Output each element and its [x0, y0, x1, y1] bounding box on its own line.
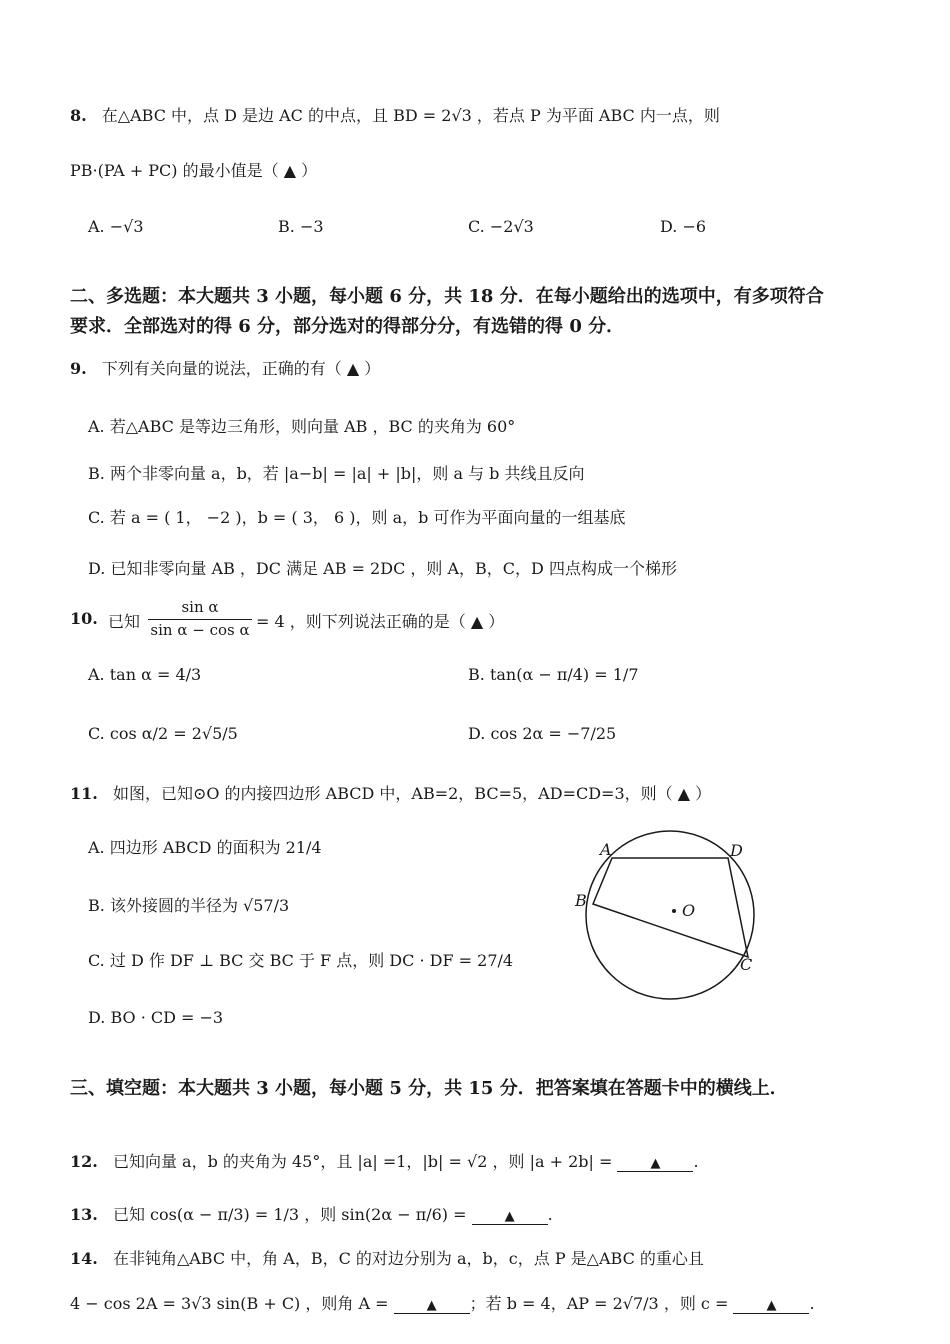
q13-line: 13. 已知 cos(α − π/3) = 1/3 ，则 sin(2α − π/6) = ▲ . [70, 1205, 553, 1224]
q9-stem-line [70, 356, 380, 379]
label-d: D [730, 841, 743, 860]
q9-option-c[interactable]: C. 若 a = ( 1， −2 )，b = ( 3， 6 )，则 a，b 可作为平面向量的一组基底 [88, 508, 626, 527]
q10-stem-suffix: = 4 ，则下列说法正确的是（ ▲ ） [256, 612, 505, 631]
q14-line1 [70, 1246, 704, 1269]
q14-stem-part1: 4 − cos 2A = 3√3 sin(B + C) ，则角 A = [70, 1294, 389, 1313]
q14-number: 14. [70, 1249, 98, 1268]
q8-number: 8. [70, 106, 87, 125]
q14-line2: 4 − cos 2A = 3√3 sin(B + C) ，则角 A = ▲ ；若 b = 4，AP = 2√7/3 ，则 c = ▲ . [70, 1294, 815, 1313]
q13-answer-blank[interactable]: ▲ [472, 1205, 548, 1225]
q8-line2: PB·(PA + PC) 的最小值是（ ▲ ） [70, 161, 318, 180]
label-c: C [740, 955, 753, 974]
q12-stem: 已知向量 a，b 的夹角为 45°，且 |a| =1，|b| = √2 ，则 |a + 2b| = [112, 1152, 613, 1171]
q11-option-b[interactable]: B. 该外接圆的半径为 √57/3 [88, 896, 290, 915]
q11-option-a[interactable]: A. 四边形 ABCD 的面积为 21/4 [88, 838, 322, 857]
q11-circle-figure [570, 825, 770, 1005]
q10-fraction-numerator: sin α [181, 598, 219, 616]
q8-option-c[interactable]: C. −2√3 [468, 217, 534, 236]
q10-option-d[interactable]: D. cos 2α = −7/25 [468, 724, 617, 743]
q11-stem: 如图，已知⊙O 的内接四边形 ABCD 中，AB=2，BC=5，AD=CD=3，则（ ▲ ） [112, 784, 712, 803]
q9-number: 9. [70, 359, 87, 378]
q11-stem-line [70, 781, 711, 804]
q8-stem-line1: 在△ABC 中，点 D 是边 AC 的中点，且 BD = 2√3 ，若点 P 为平面 ABC 内一点，则 [101, 106, 720, 125]
q9-option-d[interactable]: D. 已知非零向量 AB ，DC 满足 AB = 2DC ，则 A，B，C，D 四点构成一个梯形 [88, 559, 677, 578]
q14-answer-blank-angle[interactable]: ▲ [394, 1294, 470, 1314]
label-o: O [682, 901, 696, 920]
q9-option-a[interactable]: A. 若△ABC 是等边三角形，则向量 AB ，BC 的夹角为 60° [88, 417, 516, 436]
q8-option-d[interactable]: D. −6 [660, 217, 707, 236]
label-a: A [600, 840, 612, 859]
q10-number: 10. [70, 609, 98, 628]
q10-option-c[interactable]: C. cos α/2 = 2√5/5 [88, 724, 238, 743]
q14-stem-line1: 在非钝角△ABC 中，角 A，B，C 的对边分别为 a，b，c，点 P 是△ABC 的重心且 [112, 1249, 704, 1268]
q8-option-a[interactable]: A. −√3 [88, 217, 144, 236]
q11-number: 11. [70, 784, 98, 803]
q10-option-b[interactable]: B. tan(α − π/4) = 1/7 [468, 665, 639, 684]
q12-answer-blank[interactable]: ▲ [617, 1152, 693, 1172]
q14-answer-blank-side[interactable]: ▲ [733, 1294, 809, 1314]
q8-line1 [70, 103, 720, 126]
q10-fraction-bar [148, 619, 252, 620]
q14-stem-part2: ；若 b = 4，AP = 2√7/3 ，则 c = [469, 1294, 729, 1313]
section3-title: 三、填空题：本大题共 3 小题，每小题 5 分，共 15 分．把答案填在答题卡中的横线上． [70, 1078, 788, 1099]
quadrilateral-abcd [593, 858, 748, 957]
center-point [672, 909, 676, 913]
q13-stem: 已知 cos(α − π/3) = 1/3 ，则 sin(2α − π/6) = [112, 1205, 467, 1224]
label-b: B [575, 891, 587, 910]
q10-fraction-denominator: sin α − cos α [150, 621, 250, 639]
q12-number: 12. [70, 1152, 98, 1171]
q10-option-a[interactable]: A. tan α = 4/3 [88, 665, 202, 684]
q12-line: 12. 已知向量 a，b 的夹角为 45°，且 |a| =1，|b| = √2 ，则 |a + 2b| = ▲ . [70, 1152, 699, 1171]
q9-option-b[interactable]: B. 两个非零向量 a，b，若 |a−b| = |a| + |b|，则 a 与 b 共线且反向 [88, 464, 585, 483]
q8-option-b[interactable]: B. −3 [278, 217, 324, 236]
q13-number: 13. [70, 1205, 98, 1224]
section2-title: 二、多选题：本大题共 3 小题，每小题 6 分，共 18 分．在每小题给出的选项中，有多项符合要求．全部选对的得 6 分，部分选对的得部分分，有选错的得 0 分． [70, 286, 824, 337]
q10-stem-prefix: 已知 [108, 612, 141, 631]
q9-stem: 下列有关向量的说法，正确的有（ ▲ ） [101, 359, 381, 378]
q11-option-c[interactable]: C. 过 D 作 DF ⊥ BC 交 BC 于 F 点，则 DC · DF = 27/4 [88, 951, 514, 970]
q11-option-d[interactable]: D. BO · CD = −3 [88, 1008, 224, 1027]
